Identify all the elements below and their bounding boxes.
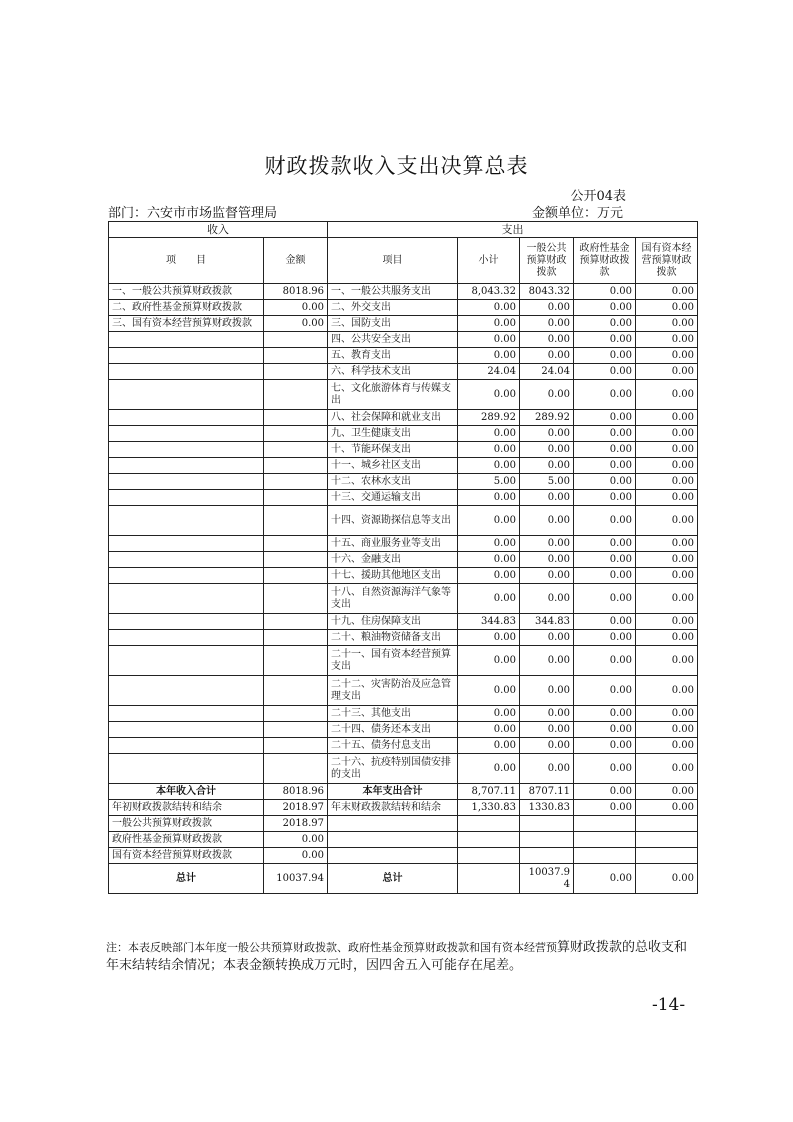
subtotal-value: 0.00 (458, 552, 520, 568)
income-amount (264, 584, 328, 614)
income-item: 本年收入合计 (109, 784, 264, 800)
state-capital-value: 0.00 (636, 442, 698, 458)
fund-budget-value: 0.00 (574, 426, 636, 442)
expense-item: 十九、住房保障支出 (328, 614, 458, 630)
income-amount: 2018.97 (264, 800, 328, 816)
fund-budget-header: 政府性基金预算财政拨款 (574, 238, 636, 284)
expense-item (328, 816, 458, 832)
fund-budget-value: 0.00 (574, 284, 636, 300)
general-budget-value: 0.00 (520, 630, 574, 646)
general-budget-value: 0.00 (520, 646, 574, 676)
income-item: 二、政府性基金预算财政拨款 (109, 300, 264, 316)
fund-budget-value: 0.00 (574, 490, 636, 506)
fund-budget-value: 0.00 (574, 300, 636, 316)
expense-item: 二十六、抗疫特别国债安排的支出 (328, 754, 458, 784)
expense-item: 十七、援助其他地区支出 (328, 568, 458, 584)
subtotal-value: 0.00 (458, 646, 520, 676)
expense-item: 二十二、灾害防治及应急管理支出 (328, 676, 458, 706)
state-capital-value: 0.00 (636, 738, 698, 754)
income-header: 收入 (109, 222, 328, 238)
income-item (109, 506, 264, 536)
fund-budget-value: 0.00 (574, 784, 636, 800)
fund-budget-value (574, 848, 636, 864)
subtotal-value: 344.83 (458, 614, 520, 630)
state-capital-value: 0.00 (636, 536, 698, 552)
expense-item: 二十四、债务还本支出 (328, 722, 458, 738)
state-capital-value: 0.00 (636, 568, 698, 584)
state-capital-value: 0.00 (636, 646, 698, 676)
subtotal-value: 0.00 (458, 568, 520, 584)
table-row (109, 316, 698, 332)
income-amount: 2018.97 (264, 816, 328, 832)
income-amount (264, 380, 328, 410)
income-item: 政府性基金预算财政拨款 (109, 832, 264, 848)
income-amount (264, 630, 328, 646)
fund-budget-value: 0.00 (574, 738, 636, 754)
general-budget-value: 0.00 (520, 754, 574, 784)
fund-budget-value: 0.00 (574, 474, 636, 490)
income-amount (264, 442, 328, 458)
general-budget-value: 1330.83 (520, 800, 574, 816)
general-budget-value: 10037.94 (520, 864, 574, 894)
general-budget-value: 0.00 (520, 722, 574, 738)
expense-header: 支出 (328, 222, 698, 238)
state-capital-value: 0.00 (636, 300, 698, 316)
table-row (109, 332, 698, 348)
table-row (109, 800, 698, 816)
income-amount: 10037.94 (264, 864, 328, 894)
income-amount (264, 410, 328, 426)
subtotal-value: 0.00 (458, 738, 520, 754)
fund-budget-value: 0.00 (574, 552, 636, 568)
income-amount (264, 536, 328, 552)
income-amount (264, 506, 328, 536)
general-budget-value: 0.00 (520, 676, 574, 706)
income-amount (264, 348, 328, 364)
expense-item: 十五、商业服务业等支出 (328, 536, 458, 552)
fund-budget-value: 0.00 (574, 348, 636, 364)
income-item (109, 584, 264, 614)
expense-item: 六、科学技术支出 (328, 364, 458, 380)
income-amount: 0.00 (264, 832, 328, 848)
subtotal-value: 0.00 (458, 300, 520, 316)
state-capital-value: 0.00 (636, 332, 698, 348)
expense-item (328, 848, 458, 864)
subtotal-value: 0.00 (458, 442, 520, 458)
table-row (109, 754, 698, 784)
subtotal-header: 小计 (458, 238, 520, 284)
unit-label: 金额单位：万元 (531, 206, 623, 221)
subtotal-value: 0.00 (458, 584, 520, 614)
income-amount: 0.00 (264, 316, 328, 332)
expense-item: 一、一般公共服务支出 (328, 284, 458, 300)
subtotal-value (458, 816, 520, 832)
income-amount (264, 614, 328, 630)
income-item: 一、一般公共预算财政拨款 (109, 284, 264, 300)
income-item (109, 490, 264, 506)
income-item (109, 426, 264, 442)
subtotal-value: 0.00 (458, 536, 520, 552)
general-budget-value: 0.00 (520, 490, 574, 506)
expense-item: 十一、城乡社区支出 (328, 458, 458, 474)
fund-budget-value: 0.00 (574, 316, 636, 332)
state-capital-header: 国有资本经营预算财政拨款 (636, 238, 698, 284)
table-row (109, 832, 698, 848)
income-item (109, 646, 264, 676)
subtotal-value: 0.00 (458, 316, 520, 332)
income-item: 国有资本经营预算财政拨款 (109, 848, 264, 864)
expense-item: 十八、自然资源海洋气象等支出 (328, 584, 458, 614)
state-capital-value: 0.00 (636, 426, 698, 442)
expense-item: 十四、资源勘探信息等支出 (328, 506, 458, 536)
fund-budget-value (574, 816, 636, 832)
table-row (109, 722, 698, 738)
fund-budget-value: 0.00 (574, 630, 636, 646)
table-row (109, 458, 698, 474)
state-capital-value: 0.00 (636, 458, 698, 474)
income-amount: 0.00 (264, 300, 328, 316)
state-capital-value: 0.00 (636, 490, 698, 506)
state-capital-value: 0.00 (636, 584, 698, 614)
subtotal-value: 0.00 (458, 706, 520, 722)
subtotal-value: 1,330.83 (458, 800, 520, 816)
subtotal-value: 0.00 (458, 676, 520, 706)
fund-budget-value: 0.00 (574, 364, 636, 380)
subtotal-value: 8,707.11 (458, 784, 520, 800)
table-row (109, 474, 698, 490)
general-budget-value: 8043.32 (520, 284, 574, 300)
table-row (109, 300, 698, 316)
fund-budget-value: 0.00 (574, 706, 636, 722)
state-capital-value: 0.00 (636, 552, 698, 568)
expense-item: 本年支出合计 (328, 784, 458, 800)
expense-item: 十六、金融支出 (328, 552, 458, 568)
income-amount (264, 738, 328, 754)
fund-budget-value: 0.00 (574, 722, 636, 738)
expense-item: 十二、农林水支出 (328, 474, 458, 490)
general-budget-value (520, 816, 574, 832)
income-amount (264, 676, 328, 706)
table-row (109, 442, 698, 458)
income-amount (264, 332, 328, 348)
subtotal-value: 0.00 (458, 630, 520, 646)
general-budget-value: 0.00 (520, 552, 574, 568)
expense-item: 二、外交支出 (328, 300, 458, 316)
fund-budget-value: 0.00 (574, 584, 636, 614)
fund-budget-value: 0.00 (574, 864, 636, 894)
state-capital-value: 0.00 (636, 676, 698, 706)
income-amount (264, 706, 328, 722)
table-row (109, 410, 698, 426)
subtotal-value: 289.92 (458, 410, 520, 426)
state-capital-value: 0.00 (636, 380, 698, 410)
state-capital-value: 0.00 (636, 614, 698, 630)
footnote (106, 939, 696, 975)
general-budget-value: 5.00 (520, 474, 574, 490)
state-capital-value: 0.00 (636, 410, 698, 426)
table-row (109, 584, 698, 614)
expense-item: 三、国防支出 (328, 316, 458, 332)
table-row (109, 536, 698, 552)
general-budget-value: 0.00 (520, 536, 574, 552)
income-amount-header: 金额 (264, 238, 328, 284)
income-item (109, 630, 264, 646)
department-label: 部门：六安市市场监督管理局 (108, 206, 278, 221)
general-budget-value: 289.92 (520, 410, 574, 426)
state-capital-value: 0.00 (636, 474, 698, 490)
subtotal-value: 0.00 (458, 332, 520, 348)
table-row (109, 816, 698, 832)
state-capital-value: 0.00 (636, 630, 698, 646)
footnote-part2: 算财政拨款的总收支和年末结转结余情况；本表金额转换成万元时，因四舍五入可能存在尾差。 (106, 940, 688, 973)
income-amount: 8018.96 (264, 284, 328, 300)
income-item: 年初财政拨款结转和结余 (109, 800, 264, 816)
income-amount (264, 490, 328, 506)
expense-item: 九、卫生健康支出 (328, 426, 458, 442)
fund-budget-value: 0.00 (574, 332, 636, 348)
subtotal-value: 0.00 (458, 348, 520, 364)
income-item-header: 项 目 (109, 238, 264, 284)
table-row (109, 490, 698, 506)
general-budget-value: 0.00 (520, 380, 574, 410)
fund-budget-value: 0.00 (574, 646, 636, 676)
table-row (109, 380, 698, 410)
income-item (109, 706, 264, 722)
subtotal-value (458, 864, 520, 894)
income-amount: 0.00 (264, 848, 328, 864)
general-budget-value: 0.00 (520, 568, 574, 584)
subtotal-value: 0.00 (458, 506, 520, 536)
general-budget-value: 0.00 (520, 300, 574, 316)
fund-budget-value: 0.00 (574, 410, 636, 426)
general-budget-value: 344.83 (520, 614, 574, 630)
income-item (109, 364, 264, 380)
expense-item: 二十五、债务付息支出 (328, 738, 458, 754)
income-amount (264, 754, 328, 784)
table-row (109, 646, 698, 676)
table-row (109, 614, 698, 630)
state-capital-value (636, 816, 698, 832)
table-row (109, 706, 698, 722)
expense-item-header: 项目 (328, 238, 458, 284)
subtotal-value (458, 848, 520, 864)
subtotal-value: 0.00 (458, 458, 520, 474)
subtotal-value: 5.00 (458, 474, 520, 490)
income-amount (264, 458, 328, 474)
state-capital-value: 0.00 (636, 864, 698, 894)
income-item (109, 738, 264, 754)
fund-budget-value: 0.00 (574, 614, 636, 630)
state-capital-value: 0.00 (636, 348, 698, 364)
state-capital-value: 0.00 (636, 784, 698, 800)
table-row (109, 630, 698, 646)
income-item (109, 614, 264, 630)
income-item (109, 348, 264, 364)
state-capital-value (636, 832, 698, 848)
general-budget-value (520, 832, 574, 848)
footnote-part1: 注：本表反映部门本年度一般公共预算财政拨款、政府性基金预算财政拨款和国有资本经营预 (106, 941, 557, 954)
table-row (109, 284, 698, 300)
page-number: -14- (652, 995, 686, 1015)
state-capital-value: 0.00 (636, 722, 698, 738)
income-item (109, 568, 264, 584)
income-item (109, 536, 264, 552)
summary-table (108, 221, 698, 894)
income-item: 三、国有资本经营预算财政拨款 (109, 316, 264, 332)
general-budget-value: 0.00 (520, 426, 574, 442)
table-row (109, 848, 698, 864)
fund-budget-value: 0.00 (574, 442, 636, 458)
state-capital-value: 0.00 (636, 706, 698, 722)
income-item (109, 442, 264, 458)
table-row (109, 784, 698, 800)
income-item (109, 380, 264, 410)
general-budget-value: 0.00 (520, 738, 574, 754)
expense-item: 总计 (328, 864, 458, 894)
income-amount (264, 426, 328, 442)
state-capital-value: 0.00 (636, 800, 698, 816)
subtotal-value: 0.00 (458, 754, 520, 784)
general-budget-value: 0.00 (520, 458, 574, 474)
general-budget-value: 0.00 (520, 316, 574, 332)
subtotal-value: 8,043.32 (458, 284, 520, 300)
fund-budget-value: 0.00 (574, 676, 636, 706)
subtotal-value: 0.00 (458, 380, 520, 410)
income-amount (264, 722, 328, 738)
expense-item: 二十一、国有资本经营预算支出 (328, 646, 458, 676)
general-budget-value: 8707.11 (520, 784, 574, 800)
subtotal-value: 0.00 (458, 722, 520, 738)
state-capital-value: 0.00 (636, 754, 698, 784)
expense-item (328, 832, 458, 848)
fund-budget-value: 0.00 (574, 506, 636, 536)
expense-item: 十三、交通运输支出 (328, 490, 458, 506)
expense-item: 五、教育支出 (328, 348, 458, 364)
income-amount (264, 552, 328, 568)
fund-budget-value: 0.00 (574, 754, 636, 784)
general-budget-value: 0.00 (520, 706, 574, 722)
income-item (109, 722, 264, 738)
subtotal-value (458, 832, 520, 848)
state-capital-value (636, 848, 698, 864)
general-budget-value: 0.00 (520, 348, 574, 364)
expense-item: 七、文化旅游体育与传媒支出 (328, 380, 458, 410)
income-item: 一般公共预算财政拨款 (109, 816, 264, 832)
expense-item: 二十、粮油物资储备支出 (328, 630, 458, 646)
expense-item: 二十三、其他支出 (328, 706, 458, 722)
income-item: 总计 (109, 864, 264, 894)
table-row (109, 364, 698, 380)
table-row (109, 864, 698, 894)
income-amount: 8018.96 (264, 784, 328, 800)
income-item (109, 552, 264, 568)
subtotal-value: 24.04 (458, 364, 520, 380)
income-item (109, 754, 264, 784)
general-budget-value (520, 848, 574, 864)
page-title: 财政拨款收入支出决算总表 (264, 154, 529, 178)
general-budget-value: 0.00 (520, 506, 574, 536)
table-row (109, 738, 698, 754)
income-amount (264, 646, 328, 676)
fund-budget-value: 0.00 (574, 800, 636, 816)
income-amount (264, 474, 328, 490)
fund-budget-value: 0.00 (574, 458, 636, 474)
fund-budget-value: 0.00 (574, 568, 636, 584)
income-item (109, 458, 264, 474)
state-capital-value: 0.00 (636, 364, 698, 380)
table-row (109, 348, 698, 364)
expense-item: 八、社会保障和就业支出 (328, 410, 458, 426)
fund-budget-value: 0.00 (574, 380, 636, 410)
state-capital-value: 0.00 (636, 506, 698, 536)
subtotal-value: 0.00 (458, 426, 520, 442)
fund-budget-value (574, 832, 636, 848)
general-budget-value: 0.00 (520, 332, 574, 348)
table-row (109, 426, 698, 442)
general-budget-value: 0.00 (520, 442, 574, 458)
general-budget-header: 一般公共预算财政拨款 (520, 238, 574, 284)
fund-budget-value: 0.00 (574, 536, 636, 552)
general-budget-value: 0.00 (520, 584, 574, 614)
income-amount (264, 568, 328, 584)
general-budget-value: 24.04 (520, 364, 574, 380)
income-amount (264, 364, 328, 380)
table-row (109, 506, 698, 536)
income-item (109, 410, 264, 426)
table-number: 公开04表 (570, 189, 626, 204)
table-row (109, 552, 698, 568)
expense-item: 十、节能环保支出 (328, 442, 458, 458)
income-item (109, 332, 264, 348)
state-capital-value: 0.00 (636, 316, 698, 332)
subtotal-value: 0.00 (458, 490, 520, 506)
expense-item: 四、公共安全支出 (328, 332, 458, 348)
table-row (109, 676, 698, 706)
expense-item: 年末财政拨款结转和结余 (328, 800, 458, 816)
table-row (109, 568, 698, 584)
income-item (109, 474, 264, 490)
state-capital-value: 0.00 (636, 284, 698, 300)
income-item (109, 676, 264, 706)
